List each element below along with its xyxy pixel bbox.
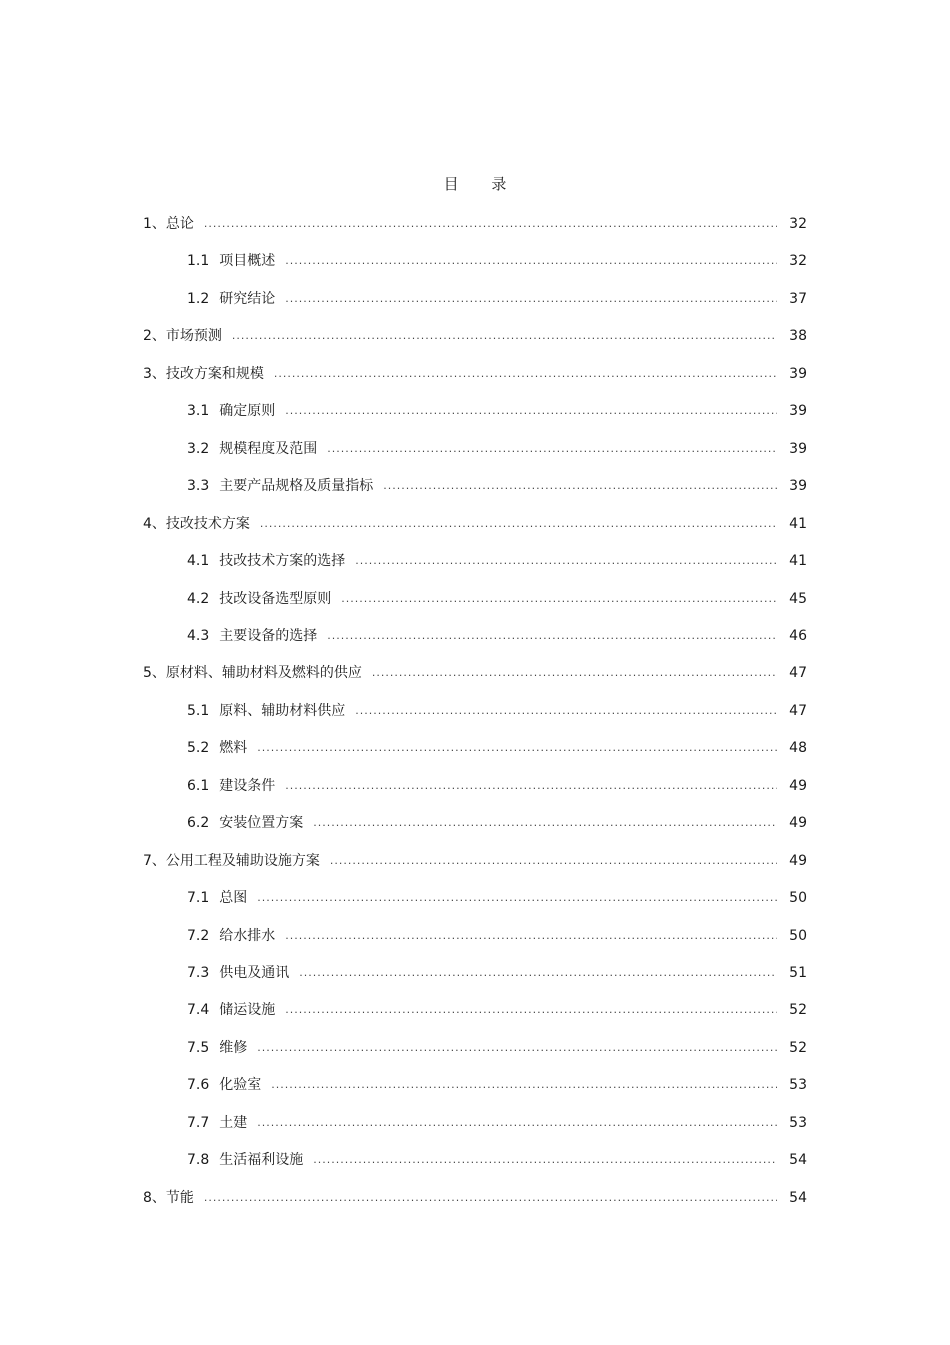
- toc-entry-label: 技改技术方案: [165, 516, 250, 532]
- toc-entry-label: 公用工程及辅助设施方案: [165, 853, 320, 869]
- toc-entry-page-number: 52: [789, 1040, 807, 1056]
- toc-entry-number: 4.3: [187, 628, 210, 644]
- toc-entry-number: 1.2: [187, 291, 210, 307]
- toc-entry-label: 研究结论: [219, 291, 276, 307]
- toc-entry-label: 确定原则: [219, 403, 276, 419]
- toc-section-entry: [187, 1038, 807, 1058]
- toc-entry-number: 7.6: [187, 1077, 210, 1093]
- toc-dot-leader: [313, 813, 777, 833]
- toc-dot-leader: [285, 1000, 777, 1020]
- toc-dot-leader: [383, 476, 777, 496]
- toc-entry-page-number: 50: [789, 890, 807, 906]
- toc-dot-leader: [285, 926, 777, 946]
- toc-section-entry: [187, 701, 807, 721]
- toc-chapter-entry: [143, 663, 807, 683]
- toc-entry-label: 项目概述: [219, 253, 276, 269]
- toc-section-entry: [187, 289, 807, 309]
- toc-entry-page-number: 46: [789, 628, 807, 644]
- toc-dot-leader: [257, 1113, 777, 1133]
- toc-dot-leader: [285, 776, 777, 796]
- toc-section-entry: [187, 551, 807, 571]
- toc-entry-label: 原料、辅助材料供应: [219, 703, 346, 719]
- toc-section-entry: [187, 738, 807, 758]
- toc-entry-label: 生活福利设施: [219, 1152, 304, 1168]
- toc-section-entry: [187, 963, 807, 983]
- toc-title: 目 录: [443, 175, 521, 193]
- toc-dot-leader: [327, 626, 777, 646]
- toc-entry-page-number: 39: [789, 478, 807, 494]
- toc-entry-page-number: 45: [789, 591, 807, 607]
- toc-entry-page-number: 52: [789, 1002, 807, 1018]
- toc-dot-leader: [204, 214, 777, 234]
- toc-entry-number: 5.2: [187, 740, 210, 756]
- toc-entry-number: 7.8: [187, 1152, 210, 1168]
- toc-entry-page-number: 32: [789, 253, 807, 269]
- toc-entry-label: 储运设施: [219, 1002, 276, 1018]
- toc-entry-page-number: 39: [789, 366, 807, 382]
- toc-dot-leader: [257, 738, 777, 758]
- toc-dot-leader: [372, 663, 777, 683]
- toc-entry-number: 6.1: [187, 778, 210, 794]
- toc-entry-page-number: 53: [789, 1115, 807, 1131]
- toc-entry-label: 规模程度及范围: [219, 441, 318, 457]
- toc-entry-page-number: 32: [789, 216, 807, 232]
- toc-section-entry: [187, 888, 807, 908]
- toc-entry-page-number: 41: [789, 553, 807, 569]
- toc-dot-leader: [285, 251, 777, 271]
- toc-entry-label: 供电及通讯: [219, 965, 290, 981]
- toc-chapter-entry: [143, 364, 807, 384]
- toc-entry-page-number: 39: [789, 441, 807, 457]
- toc-entry-number: 2、: [143, 328, 166, 344]
- toc-entry-number: 1、: [143, 216, 166, 232]
- toc-entry-label: 总图: [219, 890, 248, 906]
- toc-dot-leader: [260, 514, 777, 534]
- toc-dot-leader: [299, 963, 777, 983]
- toc-entry-page-number: 53: [789, 1077, 807, 1093]
- toc-section-entry: [187, 926, 807, 946]
- toc-chapter-entry: [143, 851, 807, 871]
- toc-entry-number: 3.2: [187, 441, 210, 457]
- toc-chapter-entry: [143, 326, 807, 346]
- toc-entry-label: 建设条件: [219, 778, 276, 794]
- toc-section-entry: [187, 401, 807, 421]
- toc-chapter-entry: [143, 514, 807, 534]
- toc-section-entry: [187, 251, 807, 271]
- toc-entry-label: 总论: [165, 216, 194, 232]
- toc-chapter-entry: [143, 1188, 807, 1208]
- toc-entry-page-number: 38: [789, 328, 807, 344]
- toc-entry-page-number: 39: [789, 403, 807, 419]
- toc-entry-number: 4.2: [187, 591, 210, 607]
- toc-section-entry: [187, 1150, 807, 1170]
- toc-entry-number: 5、: [143, 665, 166, 681]
- toc-entry-label: 主要产品规格及质量指标: [219, 478, 374, 494]
- toc-entry-page-number: 41: [789, 516, 807, 532]
- toc-section-entry: [187, 813, 807, 833]
- toc-section-entry: [187, 1075, 807, 1095]
- toc-section-entry: [187, 439, 807, 459]
- toc-entry-page-number: 47: [789, 703, 807, 719]
- toc-entry-page-number: 51: [789, 965, 807, 981]
- toc-entry-number: 1.1: [187, 253, 210, 269]
- toc-entry-label: 燃料: [219, 740, 248, 756]
- toc-dot-leader: [355, 701, 777, 721]
- toc-entry-label: 节能: [165, 1190, 194, 1206]
- toc-entry-number: 7.4: [187, 1002, 210, 1018]
- toc-entry-number: 3、: [143, 366, 166, 382]
- toc-entry-label: 原材料、辅助材料及燃料的供应: [165, 665, 362, 681]
- toc-entry-number: 7.3: [187, 965, 210, 981]
- toc-entry-page-number: 54: [789, 1152, 807, 1168]
- toc-entry-number: 6.2: [187, 815, 210, 831]
- toc-entry-page-number: 47: [789, 665, 807, 681]
- toc-dot-leader: [204, 1188, 777, 1208]
- toc-section-entry: [187, 1000, 807, 1020]
- toc-entry-number: 4、: [143, 516, 166, 532]
- toc-dot-leader: [330, 851, 777, 871]
- toc-entry-number: 7.5: [187, 1040, 210, 1056]
- toc-entry-number: 7.2: [187, 928, 210, 944]
- toc-section-entry: [187, 776, 807, 796]
- toc-dot-leader: [285, 289, 777, 309]
- toc-dot-leader: [341, 589, 777, 609]
- toc-entry-label: 主要设备的选择: [219, 628, 318, 644]
- toc-entry-page-number: 49: [789, 853, 807, 869]
- toc-dot-leader: [232, 326, 777, 346]
- toc-entry-page-number: 54: [789, 1190, 807, 1206]
- toc-entry-number: 4.1: [187, 553, 210, 569]
- toc-entry-label: 技改方案和规模: [165, 366, 264, 382]
- toc-dot-leader: [327, 439, 777, 459]
- toc-dot-leader: [257, 1038, 777, 1058]
- toc-entry-number: 3.3: [187, 478, 210, 494]
- toc-dot-leader: [257, 888, 777, 908]
- toc-entry-label: 土建: [219, 1115, 248, 1131]
- toc-entry-label: 技改技术方案的选择: [219, 553, 346, 569]
- toc-dot-leader: [313, 1150, 777, 1170]
- toc-entry-label: 维修: [219, 1040, 248, 1056]
- toc-entry-label: 技改设备选型原则: [219, 591, 332, 607]
- toc-section-entry: [187, 626, 807, 646]
- toc-section-entry: [187, 589, 807, 609]
- toc-entry-label: 市场预测: [165, 328, 222, 344]
- toc-section-entry: [187, 476, 807, 496]
- toc-entry-page-number: 50: [789, 928, 807, 944]
- toc-entry-number: 7、: [143, 853, 166, 869]
- toc-entry-page-number: 37: [789, 291, 807, 307]
- toc-chapter-entry: [143, 214, 807, 234]
- toc-entry-label: 化验室: [219, 1077, 262, 1093]
- toc-entry-page-number: 48: [789, 740, 807, 756]
- toc-dot-leader: [271, 1075, 777, 1095]
- toc-entry-number: 7.1: [187, 890, 210, 906]
- toc-entry-number: 5.1: [187, 703, 210, 719]
- toc-entry-page-number: 49: [789, 815, 807, 831]
- toc-entry-number: 7.7: [187, 1115, 210, 1131]
- toc-entry-label: 给水排水: [219, 928, 276, 944]
- toc-entry-number: 8、: [143, 1190, 166, 1206]
- toc-dot-leader: [285, 401, 777, 421]
- toc-entry-label: 安装位置方案: [219, 815, 304, 831]
- toc-entry-number: 3.1: [187, 403, 210, 419]
- toc-dot-leader: [274, 364, 777, 384]
- toc-section-entry: [187, 1113, 807, 1133]
- toc-entry-page-number: 49: [789, 778, 807, 794]
- toc-dot-leader: [355, 551, 777, 571]
